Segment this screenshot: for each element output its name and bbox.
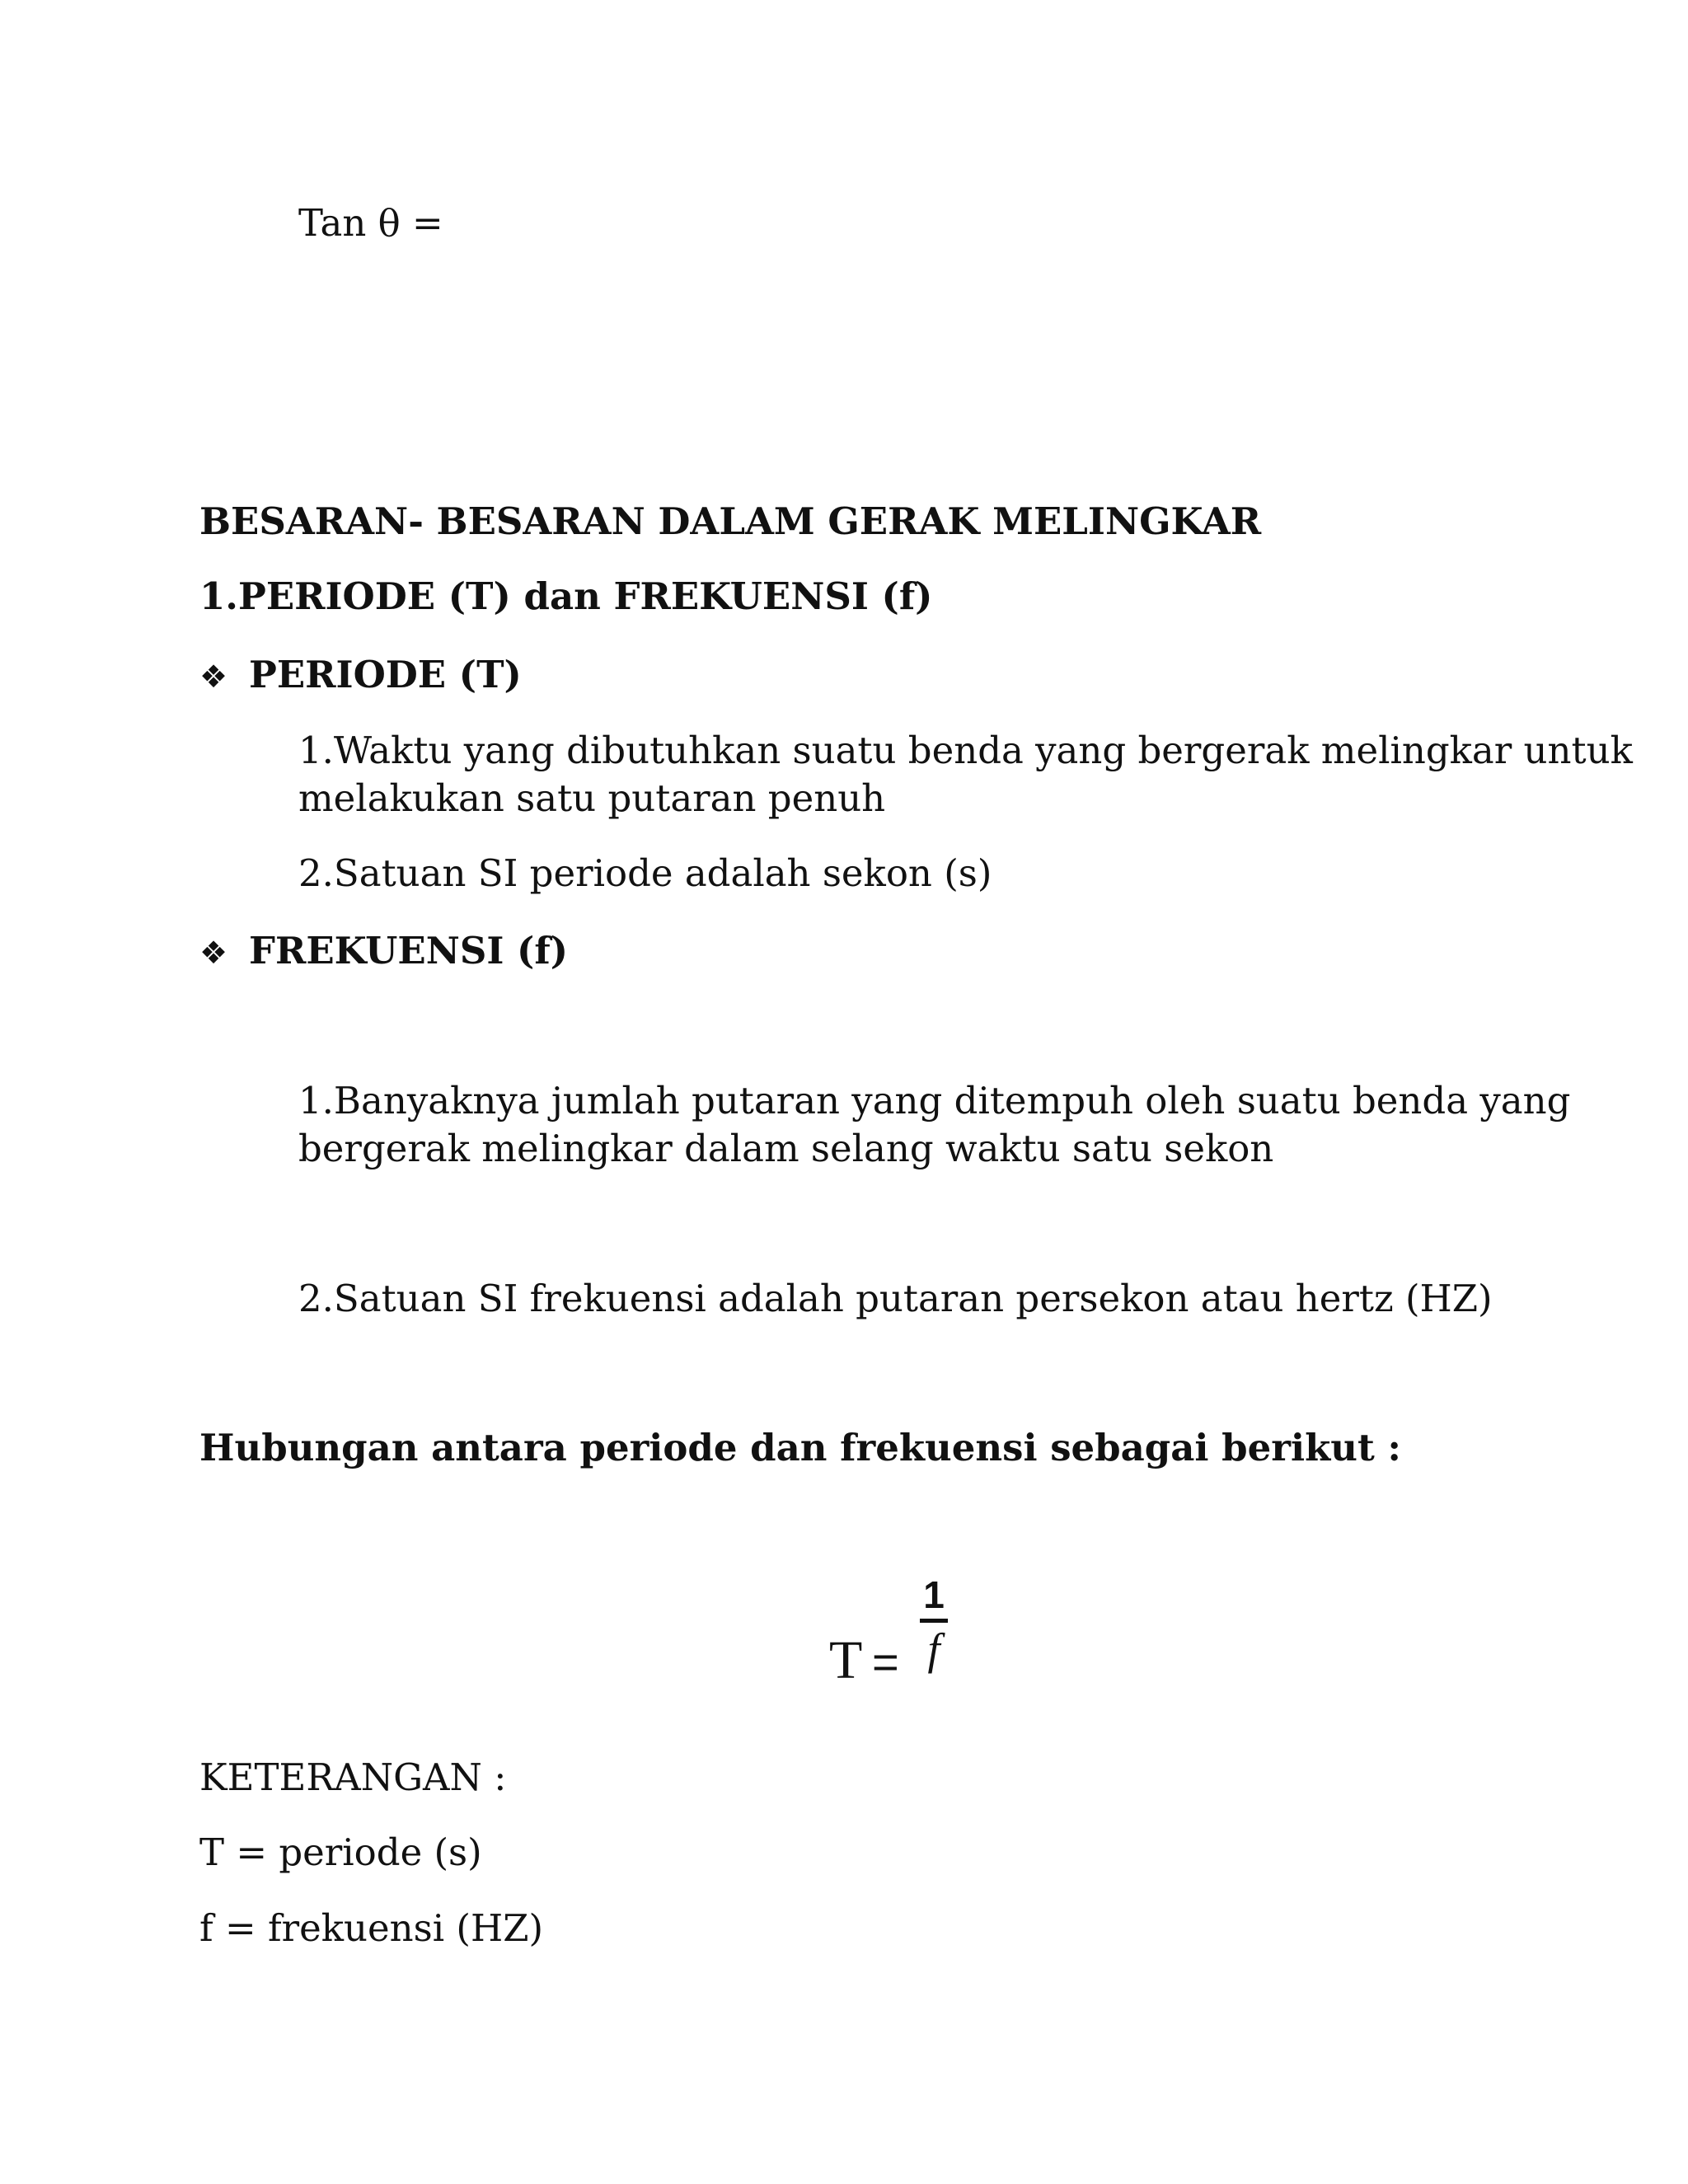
periode-item1-line2: melakukan satu putaran penuh bbox=[298, 776, 886, 820]
fraction-bar bbox=[920, 1619, 948, 1623]
keterangan-line2: f = frekuensi (HZ) bbox=[199, 1906, 544, 1950]
diamond-bullet-icon: ❖ bbox=[199, 935, 228, 971]
tan-theta-formula: Tan θ = bbox=[298, 201, 443, 245]
frekuensi-item1-line1: 1.Banyaknya jumlah putaran yang ditempuh oleh suatu benda yang bbox=[298, 1079, 1571, 1122]
frekuensi-heading-text: FREKUENSI (f) bbox=[249, 929, 568, 972]
keterangan-line1: T = periode (s) bbox=[199, 1830, 482, 1874]
section-title: BESARAN- BESARAN DALAM GERAK MELINGKAR bbox=[199, 499, 1262, 543]
periode-heading-text: PERIODE (T) bbox=[249, 653, 522, 696]
keterangan-title: KETERANGAN : bbox=[199, 1755, 507, 1799]
periode-heading bbox=[199, 651, 522, 701]
diamond-bullet-icon: ❖ bbox=[199, 658, 228, 695]
frekuensi-heading bbox=[199, 927, 568, 977]
subsection-title: 1.PERIODE (T) dan FREKUENSI (f) bbox=[199, 574, 933, 618]
formula-lhs: T bbox=[829, 1630, 863, 1690]
frekuensi-item2: 2.Satuan SI frekuensi adalah putaran persekon atau hertz (HZ) bbox=[298, 1277, 1493, 1320]
periode-item2: 2.Satuan SI periode adalah sekon (s) bbox=[298, 851, 992, 895]
formula-numerator: 1 bbox=[923, 1573, 945, 1616]
period-frequency-formula bbox=[829, 1566, 994, 1698]
formula-equals: = bbox=[872, 1636, 899, 1688]
formula-denominator: f bbox=[927, 1624, 940, 1674]
frekuensi-item1-line2: bergerak melingkar dalam selang waktu satu sekon bbox=[298, 1127, 1274, 1170]
periode-item1-line1: 1.Waktu yang dibutuhkan suatu benda yang bergerak melingkar untuk bbox=[298, 729, 1633, 772]
relation-heading: Hubungan antara periode dan frekuensi sebagai berikut : bbox=[199, 1426, 1402, 1469]
